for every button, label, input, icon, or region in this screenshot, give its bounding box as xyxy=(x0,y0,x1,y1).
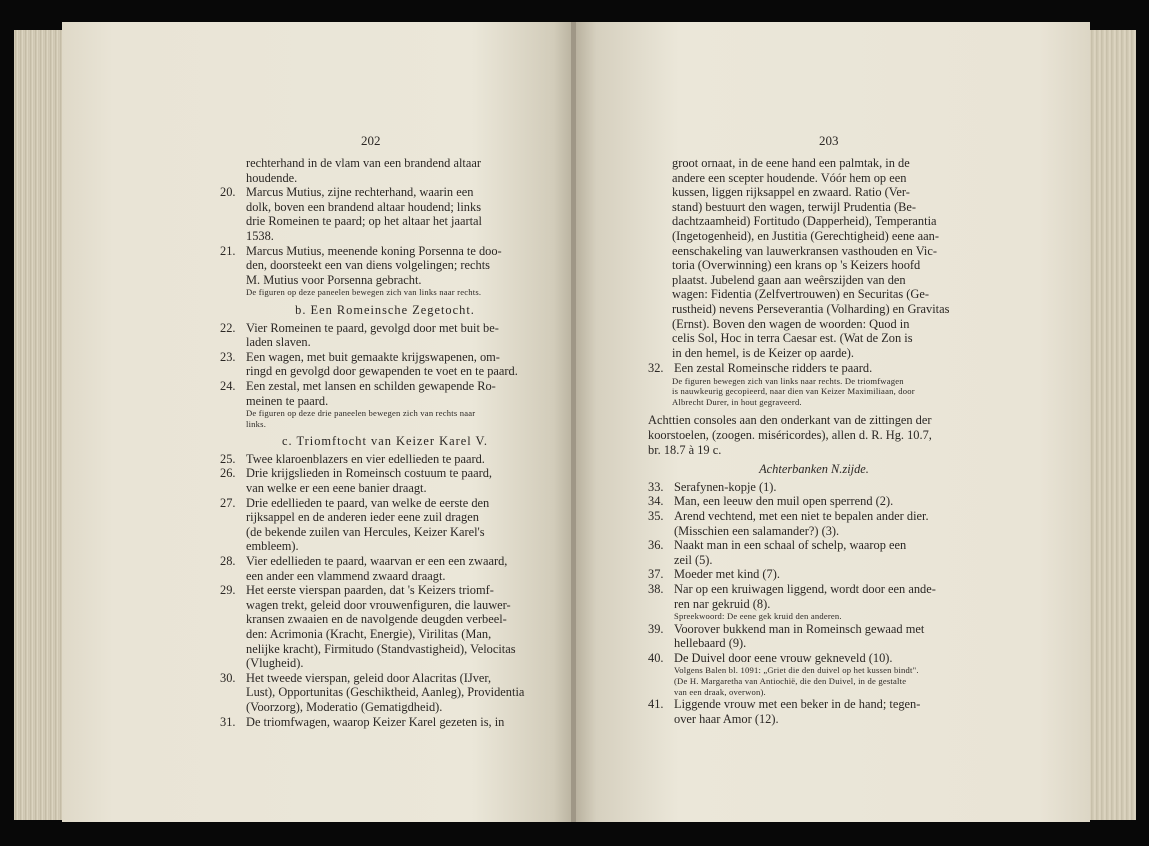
item-number: 38. xyxy=(648,581,664,596)
text-line: zeil (5). xyxy=(674,552,713,567)
footnote: is nauwkeurig gecopieerd, naar dien van Keizer Maximiliaan, door xyxy=(672,386,915,397)
text-line: De triomfwagen, waarop Keizer Karel gezeten is, in xyxy=(246,714,505,729)
text-line: (Ingetogenheid), en Justitia (Gerechtigheid) eene aan- xyxy=(672,228,939,243)
text-line: wagen trekt, geleid door vrouwenfiguren, die lauwer- xyxy=(246,597,511,612)
list-item xyxy=(220,671,550,715)
text-line: plaatst. Jubelend gaan aan weêrszijden van den xyxy=(672,272,906,287)
item-number: 27. xyxy=(220,495,236,510)
text-line: Naakt man in een schaal of schelp, waarop een xyxy=(674,538,907,553)
text-line: groot ornaat, in de eene hand een palmtak, in de xyxy=(672,156,910,170)
text-line: Marcus Mutius, zijne rechterhand, waarin een xyxy=(246,185,474,200)
item-number: 22. xyxy=(220,320,236,335)
list-item xyxy=(220,554,550,583)
text-line: Lust), Opportunitas (Geschiktheid, Aanleg), Providentia xyxy=(246,685,525,700)
text-line: Arend vechtend, met een niet te bepalen ander dier. xyxy=(674,508,929,523)
item-number: 31. xyxy=(220,714,236,729)
list-item xyxy=(648,622,980,651)
list-item xyxy=(220,452,550,467)
text-line: Twee klaroenblazers en vier edellieden te paard. xyxy=(246,451,485,466)
text-line: dachtzaamheid) Fortitudo (Dapperheid), Temperantia xyxy=(672,214,937,229)
list-item xyxy=(648,697,980,726)
list-item xyxy=(220,321,550,350)
text-line: 1538. xyxy=(246,228,274,243)
text-line: ren nar gekruid (8). xyxy=(674,596,771,611)
text-line: koorstoelen, (zoogen. miséricordes), allen d. R. Hg. 10.7, xyxy=(648,427,932,442)
item-number: 41. xyxy=(648,697,664,712)
text-line: over haar Amor (12). xyxy=(674,711,779,726)
right-page-text-continued xyxy=(648,361,980,726)
text-line: den, doorsteekt een van diens volgelingen; rechts xyxy=(246,258,490,273)
footnote: De figuren op deze paneelen bewegen zich van links naar rechts. xyxy=(246,287,482,298)
text-line: Het tweede vierspan, geleid door Alacritas (IJver, xyxy=(246,670,492,685)
text-line: (Ernst). Boven den wagen de woorden: Quod in xyxy=(672,316,910,331)
text-line: (de bekende zuilen van Hercules, Keizer Karel's xyxy=(246,524,485,539)
text-line: een ander een vlammend zwaard draagt. xyxy=(246,568,446,583)
text-line: dolk, boven een brandend altaar houdend; links xyxy=(246,199,482,214)
text-line: meinen te paard. xyxy=(246,393,329,408)
text-line: in den hemel, is de Keizer op aarde). xyxy=(672,345,854,360)
item-number: 35. xyxy=(648,508,664,523)
page-number: 203 xyxy=(819,133,839,148)
list-item xyxy=(648,567,980,582)
text-line: Een wagen, met buit gemaakte krijgswapenen, om- xyxy=(246,349,500,364)
list-item xyxy=(648,651,980,666)
left-page xyxy=(62,22,574,822)
list-item xyxy=(220,350,550,379)
item-number: 40. xyxy=(648,650,664,665)
footnote: De figuren op deze drie paneelen bewegen zich van rechts naar xyxy=(246,408,476,419)
footnote: Spreekwoord: De eene gek kruid den anderen. xyxy=(674,611,842,622)
text-line: embleem). xyxy=(246,539,299,554)
text-line: Drie krijgslieden in Romeinsch costuum te paard, xyxy=(246,466,493,481)
text-line: (Voorzorg), Moderatio (Gematigdheid). xyxy=(246,699,443,714)
list-item xyxy=(648,494,980,509)
section-heading: b. Een Romeinsche Zegetocht. xyxy=(295,302,475,317)
text-line: hellebaard (9). xyxy=(674,636,747,651)
text-line: (Vlugheid). xyxy=(246,656,304,671)
item-number: 33. xyxy=(648,479,664,494)
text-line: den: Acrimonia (Kracht, Energie), Virilitas (Man, xyxy=(246,627,492,641)
text-line: Drie edellieden te paard, van welke de eerste den xyxy=(246,495,490,510)
item-number: 23. xyxy=(220,349,236,364)
text-line: Man, een leeuw den muil open sperrend (2). xyxy=(674,494,894,509)
footnote: Albrecht Durer, in hout gegraveerd. xyxy=(672,396,802,407)
text-line: houdende. xyxy=(246,170,298,185)
page-edges-right xyxy=(1088,30,1136,820)
text-line: kransen zwaaien en de navolgende deugden verbeel- xyxy=(246,612,507,627)
list-item xyxy=(220,379,550,408)
text-line: Vier edellieden te paard, waarvan er een een zwaard, xyxy=(246,554,508,569)
item-number: 34. xyxy=(648,494,664,509)
text-line: ringd en gevolgd door gewapenden te voet en te paard. xyxy=(246,364,518,379)
text-line: Het eerste vierspan paarden, dat 's Keizers triomf- xyxy=(246,583,494,598)
text-line: Vier Romeinen te paard, gevolgd door met buit be- xyxy=(246,320,499,335)
footnote: (De H. Margaretha van Antiochië, die den Duivel, in de gestalte xyxy=(674,676,907,687)
list-item xyxy=(220,715,550,730)
text-line: laden slaven. xyxy=(246,335,311,350)
item-number: 21. xyxy=(220,243,236,258)
item-number: 39. xyxy=(648,621,664,636)
text-line: van welke er een eene banier draagt. xyxy=(246,481,427,496)
text-line: eenschakeling van lauwerkransen vasthouden en Vic- xyxy=(672,243,937,258)
footnote: De figuren bewegen zich van links naar rechts. De triomfwagen xyxy=(672,375,904,386)
item-number: 29. xyxy=(220,583,236,598)
text-line: Een zestal, met lansen en schilden gewapende Ro- xyxy=(246,378,496,393)
text-line: toria (Overwinning) een krans op 's Keizers hoofd xyxy=(672,258,921,273)
text-line: M. Mutius voor Porsenna gebracht. xyxy=(246,272,422,287)
text-line: Achttien consoles aan den onderkant van de zittingen der xyxy=(648,413,932,428)
text-line: Serafynen-kopje (1). xyxy=(674,479,777,494)
item-number: 28. xyxy=(220,554,236,569)
footnote: Volgens Balen bl. 1091: „Griet die den duivel op het kussen bindt". xyxy=(674,665,919,676)
item-number: 37. xyxy=(648,567,664,582)
text-line: rustheid) nevens Perseverantia (Volharding) en Gravitas xyxy=(672,301,950,316)
item-number: 30. xyxy=(220,670,236,685)
list-item xyxy=(648,480,980,495)
item-number: 25. xyxy=(220,451,236,466)
item-number: 26. xyxy=(220,466,236,481)
footnote: links. xyxy=(246,418,267,429)
text-line: rijksappel en de anderen ieder eene zuil dragen xyxy=(246,510,479,525)
text-line: Liggende vrouw met een beker in de hand; tegen- xyxy=(674,697,921,712)
item-number: 36. xyxy=(648,538,664,553)
list-item xyxy=(220,185,550,243)
left-page-text xyxy=(220,156,550,729)
page-number: 202 xyxy=(361,133,381,148)
list-item xyxy=(220,466,550,495)
item-number: 32. xyxy=(648,361,664,375)
list-item xyxy=(648,361,980,376)
footnote: van een draak, overwon). xyxy=(674,686,766,697)
text-line: Voorover bukkend man in Romeinsch gewaad met xyxy=(674,621,925,636)
text-line: celis Sol, Hoc in terra Caesar est. (Wat de Zon is xyxy=(672,331,913,346)
right-page-text xyxy=(672,156,980,360)
text-line: stand) bestuurt den wagen, terwijl Prudentia (Be- xyxy=(672,199,916,214)
text-line: br. 18.7 à 19 c. xyxy=(648,442,722,457)
item-number: 20. xyxy=(220,185,236,200)
text-line: andere een scepter houdende. Vóór hem op een xyxy=(672,170,907,185)
text-line: De Duivel door eene vrouw gekneveld (10). xyxy=(674,650,893,665)
list-item xyxy=(220,244,550,288)
right-page xyxy=(576,22,1090,822)
text-line: wagen: Fidentia (Zelfvertrouwen) en Securitas (Ge- xyxy=(672,287,930,302)
text-line: nelijke kracht), Firmitudo (Standvastigheid), Velocitas xyxy=(246,641,516,656)
list-item xyxy=(220,583,550,671)
item-number: 24. xyxy=(220,378,236,393)
text-line: Marcus Mutius, meenende koning Porsenna te doo- xyxy=(246,243,502,258)
list-item xyxy=(220,496,550,554)
text-line: Moeder met kind (7). xyxy=(674,567,780,582)
text-line: drie Romeinen te paard; op het altaar het jaartal xyxy=(246,214,483,229)
text-line: Een zestal Romeinsche ridders te paard. xyxy=(674,361,873,375)
list-item xyxy=(648,509,980,538)
text-line: Nar op een kruiwagen liggend, wordt door een ande- xyxy=(674,581,936,596)
text-line: kussen, liggen rijksappel en zwaard. Ratio (Ver- xyxy=(672,185,910,200)
text-line: rechterhand in de vlam van een brandend altaar xyxy=(246,156,481,170)
section-heading: Achterbanken N.zijde. xyxy=(759,462,869,477)
section-heading: c. Triomftocht van Keizer Karel V. xyxy=(282,434,488,449)
list-item xyxy=(648,582,980,611)
list-item xyxy=(648,538,980,567)
text-line: (Misschien een salamander?) (3). xyxy=(674,523,840,538)
